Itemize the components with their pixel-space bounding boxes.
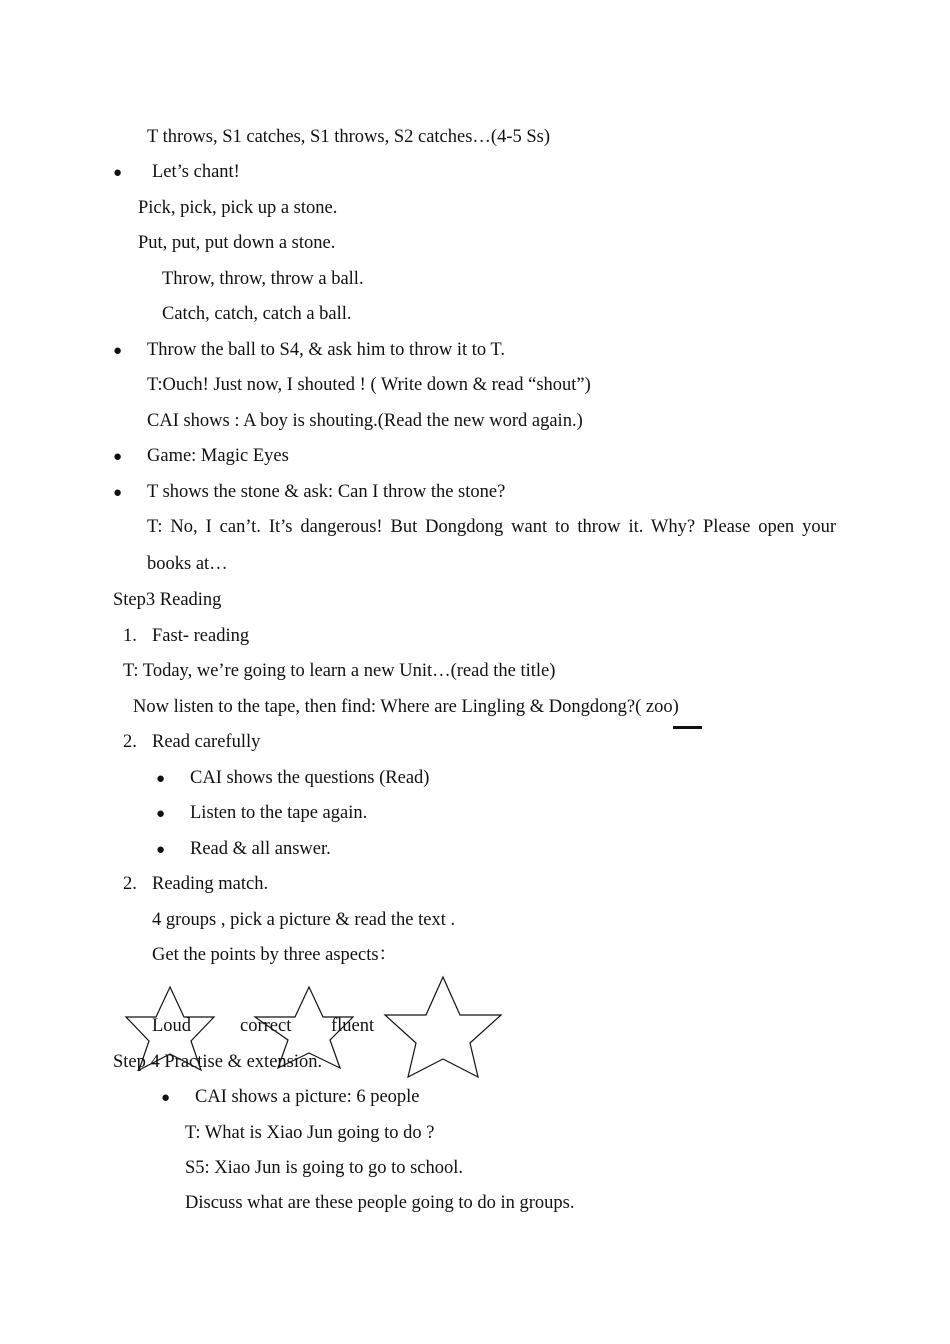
text-line: books at…: [147, 554, 228, 574]
bullet-icon: ●: [156, 842, 166, 858]
text-line: Let’s chant!: [152, 162, 240, 182]
text-line: Now listen to the tape, then find: Where are Lingling & Dongdong?( zoo): [133, 697, 679, 717]
list-item: Reading match.: [152, 874, 269, 894]
text-line: S5: Xiao Jun is going to go to school.: [185, 1158, 464, 1178]
aspect-label-fluent: fluent: [331, 1016, 375, 1036]
bullet-icon: ●: [113, 485, 123, 501]
chant-line: Put, put, put down a stone.: [138, 233, 336, 253]
text-line: Throw the ball to S4, & ask him to throw it to T.: [147, 340, 505, 360]
text-line: Listen to the tape again.: [190, 803, 368, 823]
text-line: Read & all answer.: [190, 839, 331, 859]
text-line: CAI shows the questions (Read): [190, 768, 430, 788]
text-line: CAI shows a picture: 6 people: [195, 1087, 420, 1107]
chant-line: Catch, catch, catch a ball.: [162, 304, 352, 324]
list-number: 1.: [123, 626, 137, 646]
chant-line: Pick, pick, pick up a stone.: [138, 198, 338, 218]
aspect-label-correct: correct: [240, 1016, 292, 1036]
list-item: Fast- reading: [152, 626, 250, 646]
bullet-icon: ●: [161, 1090, 171, 1106]
list-number: 2.: [123, 732, 137, 752]
text-line: T:Ouch! Just now, I shouted ! ( Write down & read “shout”): [147, 375, 591, 395]
bullet-icon: ●: [113, 343, 123, 359]
text-line: Get the points by three aspects：: [152, 945, 398, 965]
list-item: Read carefully: [152, 732, 261, 752]
text-line: 4 groups , pick a picture & read the text .: [152, 910, 456, 930]
chant-line: Throw, throw, throw a ball.: [162, 269, 364, 289]
bullet-icon: ●: [156, 771, 166, 787]
section-heading: Step3 Reading: [113, 590, 222, 610]
text-line: Discuss what are these people going to do in groups.: [185, 1193, 575, 1213]
text-line: T: What is Xiao Jun going to do ?: [185, 1123, 435, 1143]
text-line: T: Today, we’re going to learn a new Unit…(read the title): [123, 661, 556, 681]
text-line: Game: Magic Eyes: [147, 446, 289, 466]
list-number: 2.: [123, 874, 137, 894]
justified-line: T: No, I can’t. It’s dangerous! But Dongdong want to throw it. Why? Please open your: [147, 517, 836, 537]
text-line: T throws, S1 catches, S1 throws, S2 catches…(4-5 Ss): [147, 127, 551, 147]
text-line: CAI shows : A boy is shouting.(Read the new word again.): [147, 411, 583, 431]
aspect-label-loud: Loud: [152, 1016, 192, 1036]
star-icon: [385, 977, 501, 1077]
bullet-icon: ●: [113, 165, 123, 181]
section-heading: Step 4 Practise & extension.: [113, 1052, 323, 1072]
bullet-icon: ●: [156, 806, 166, 822]
text-line: T shows the stone & ask: Can I throw the stone?: [147, 482, 506, 502]
underline-mark: [673, 726, 702, 729]
bullet-icon: ●: [113, 449, 123, 465]
